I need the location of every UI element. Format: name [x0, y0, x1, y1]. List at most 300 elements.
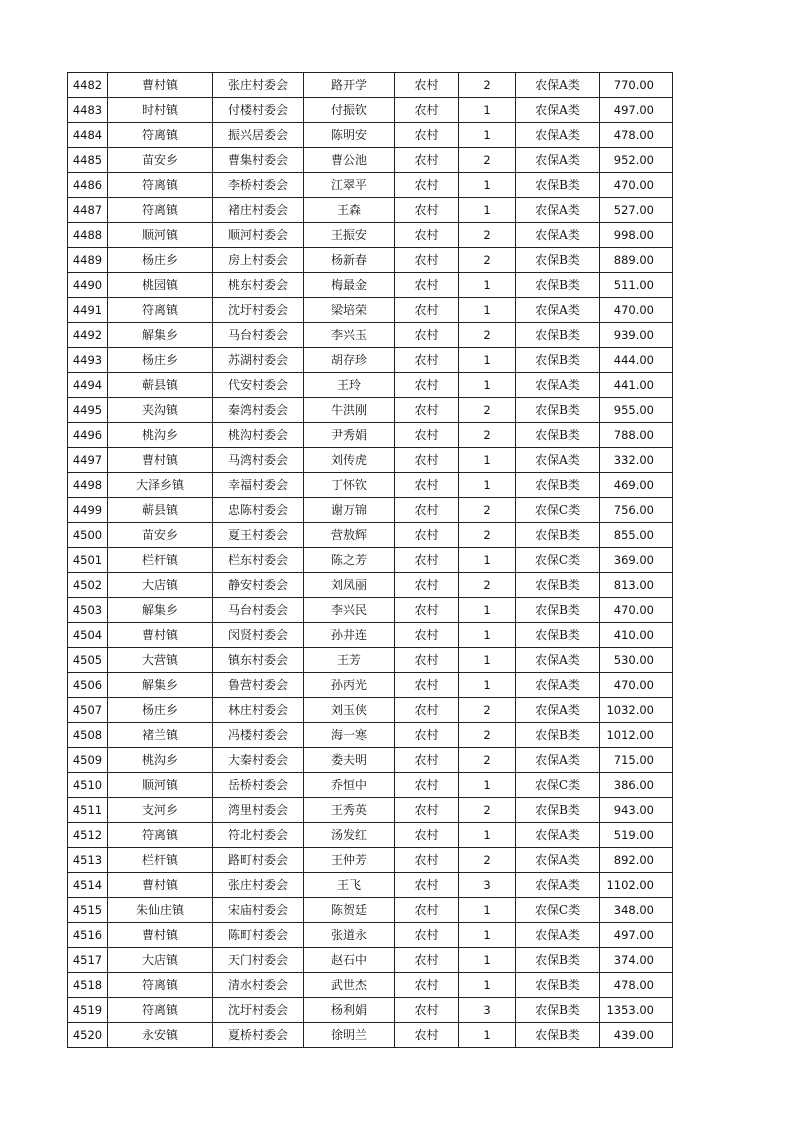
table-row [68, 398, 673, 423]
household-count-cell: 2 [459, 398, 516, 423]
table-row [68, 673, 673, 698]
town-cell: 蕲县镇 [108, 498, 213, 523]
household-count-cell: 1 [459, 823, 516, 848]
area-type-cell: 农村 [395, 273, 459, 298]
village-committee-cell: 秦湾村委会 [213, 398, 304, 423]
table-row [68, 773, 673, 798]
row-id-cell: 4500 [68, 523, 108, 548]
area-type-cell: 农村 [395, 823, 459, 848]
town-cell: 解集乡 [108, 323, 213, 348]
name-cell: 孙井连 [304, 623, 395, 648]
household-count-cell: 1 [459, 598, 516, 623]
household-count-cell: 2 [459, 323, 516, 348]
name-cell: 梅最金 [304, 273, 395, 298]
village-committee-cell: 李桥村委会 [213, 173, 304, 198]
town-cell: 桃园镇 [108, 273, 213, 298]
amount-cell: 470.00 [600, 173, 673, 198]
area-type-cell: 农村 [395, 598, 459, 623]
household-count-cell: 3 [459, 998, 516, 1023]
village-committee-cell: 冯楼村委会 [213, 723, 304, 748]
town-cell: 时村镇 [108, 98, 213, 123]
amount-cell: 952.00 [600, 148, 673, 173]
amount-cell: 386.00 [600, 773, 673, 798]
row-id-cell: 4489 [68, 248, 108, 273]
town-cell: 符离镇 [108, 198, 213, 223]
town-cell: 符离镇 [108, 973, 213, 998]
amount-cell: 855.00 [600, 523, 673, 548]
household-count-cell: 1 [459, 1023, 516, 1048]
name-cell: 汤发红 [304, 823, 395, 848]
amount-cell: 410.00 [600, 623, 673, 648]
row-id-cell: 4491 [68, 298, 108, 323]
village-committee-cell: 房上村委会 [213, 248, 304, 273]
village-committee-cell: 马台村委会 [213, 323, 304, 348]
row-id-cell: 4495 [68, 398, 108, 423]
household-count-cell: 1 [459, 773, 516, 798]
table-row [68, 898, 673, 923]
insurance-type-cell: 农保C类 [516, 548, 600, 573]
insurance-type-cell: 农保A类 [516, 148, 600, 173]
table-row [68, 323, 673, 348]
town-cell: 桃沟乡 [108, 748, 213, 773]
insurance-type-cell: 农保B类 [516, 273, 600, 298]
town-cell: 永安镇 [108, 1023, 213, 1048]
village-committee-cell: 符北村委会 [213, 823, 304, 848]
town-cell: 栏杆镇 [108, 548, 213, 573]
area-type-cell: 农村 [395, 223, 459, 248]
village-committee-cell: 沈圩村委会 [213, 998, 304, 1023]
row-id-cell: 4505 [68, 648, 108, 673]
area-type-cell: 农村 [395, 523, 459, 548]
village-committee-cell: 湾里村委会 [213, 798, 304, 823]
household-count-cell: 1 [459, 448, 516, 473]
household-count-cell: 1 [459, 473, 516, 498]
table-row [68, 498, 673, 523]
table-row [68, 248, 673, 273]
household-count-cell: 3 [459, 873, 516, 898]
town-cell: 曹村镇 [108, 873, 213, 898]
table-row [68, 348, 673, 373]
household-count-cell: 1 [459, 273, 516, 298]
table-row [68, 523, 673, 548]
table-row [68, 373, 673, 398]
table-row [68, 998, 673, 1023]
area-type-cell: 农村 [395, 848, 459, 873]
table-row [68, 473, 673, 498]
household-count-cell: 2 [459, 698, 516, 723]
name-cell: 娄夫明 [304, 748, 395, 773]
village-committee-cell: 栏东村委会 [213, 548, 304, 573]
area-type-cell: 农村 [395, 398, 459, 423]
village-committee-cell: 静安村委会 [213, 573, 304, 598]
area-type-cell: 农村 [395, 548, 459, 573]
insurance-type-cell: 农保A类 [516, 123, 600, 148]
table-row [68, 573, 673, 598]
table-row [68, 598, 673, 623]
insurance-type-cell: 农保A类 [516, 648, 600, 673]
amount-cell: 497.00 [600, 98, 673, 123]
insurance-type-cell: 农保B类 [516, 973, 600, 998]
insurance-type-cell: 农保B类 [516, 598, 600, 623]
household-count-cell: 2 [459, 723, 516, 748]
village-committee-cell: 代安村委会 [213, 373, 304, 398]
table-row [68, 73, 673, 98]
village-committee-cell: 林庄村委会 [213, 698, 304, 723]
insurance-type-cell: 农保B类 [516, 573, 600, 598]
table-row [68, 298, 673, 323]
table-row [68, 873, 673, 898]
village-committee-cell: 天门村委会 [213, 948, 304, 973]
household-count-cell: 1 [459, 673, 516, 698]
name-cell: 王飞 [304, 873, 395, 898]
table-row [68, 1023, 673, 1048]
name-cell: 李兴民 [304, 598, 395, 623]
row-id-cell: 4520 [68, 1023, 108, 1048]
household-count-cell: 2 [459, 148, 516, 173]
town-cell: 夹沟镇 [108, 398, 213, 423]
village-committee-cell: 顺河村委会 [213, 223, 304, 248]
table-row [68, 273, 673, 298]
row-id-cell: 4510 [68, 773, 108, 798]
name-cell: 杨利娟 [304, 998, 395, 1023]
row-id-cell: 4484 [68, 123, 108, 148]
village-committee-cell: 镇东村委会 [213, 648, 304, 673]
table-row [68, 948, 673, 973]
table-row [68, 123, 673, 148]
village-committee-cell: 褚庄村委会 [213, 198, 304, 223]
row-id-cell: 4496 [68, 423, 108, 448]
area-type-cell: 农村 [395, 998, 459, 1023]
insurance-type-cell: 农保A类 [516, 73, 600, 98]
area-type-cell: 农村 [395, 98, 459, 123]
insurance-type-cell: 农保C类 [516, 773, 600, 798]
amount-cell: 441.00 [600, 373, 673, 398]
table-row [68, 423, 673, 448]
amount-cell: 332.00 [600, 448, 673, 473]
insurance-type-cell: 农保B类 [516, 348, 600, 373]
row-id-cell: 4507 [68, 698, 108, 723]
village-committee-cell: 张庄村委会 [213, 73, 304, 98]
row-id-cell: 4487 [68, 198, 108, 223]
household-count-cell: 2 [459, 423, 516, 448]
insurance-type-cell: 农保A类 [516, 748, 600, 773]
row-id-cell: 4518 [68, 973, 108, 998]
table-row [68, 723, 673, 748]
town-cell: 大营镇 [108, 648, 213, 673]
table-row [68, 173, 673, 198]
household-count-cell: 1 [459, 923, 516, 948]
name-cell: 付振钦 [304, 98, 395, 123]
name-cell: 赵石中 [304, 948, 395, 973]
name-cell: 李兴玉 [304, 323, 395, 348]
insurance-type-cell: 农保A类 [516, 673, 600, 698]
town-cell: 顺河镇 [108, 773, 213, 798]
village-committee-cell: 大秦村委会 [213, 748, 304, 773]
amount-cell: 470.00 [600, 673, 673, 698]
name-cell: 乔恒中 [304, 773, 395, 798]
name-cell: 孙丙光 [304, 673, 395, 698]
insurance-type-cell: 农保B类 [516, 798, 600, 823]
name-cell: 杨新春 [304, 248, 395, 273]
household-count-cell: 2 [459, 223, 516, 248]
town-cell: 曹村镇 [108, 623, 213, 648]
town-cell: 曹村镇 [108, 448, 213, 473]
insurance-type-cell: 农保A类 [516, 298, 600, 323]
insurance-type-cell: 农保B类 [516, 1023, 600, 1048]
row-id-cell: 4494 [68, 373, 108, 398]
village-committee-cell: 闵贤村委会 [213, 623, 304, 648]
name-cell: 海一寒 [304, 723, 395, 748]
name-cell: 曹公池 [304, 148, 395, 173]
area-type-cell: 农村 [395, 198, 459, 223]
name-cell: 陈贺廷 [304, 898, 395, 923]
amount-cell: 527.00 [600, 198, 673, 223]
row-id-cell: 4483 [68, 98, 108, 123]
row-id-cell: 4486 [68, 173, 108, 198]
amount-cell: 1353.00 [600, 998, 673, 1023]
area-type-cell: 农村 [395, 723, 459, 748]
village-committee-cell: 张庄村委会 [213, 873, 304, 898]
town-cell: 符离镇 [108, 823, 213, 848]
village-committee-cell: 马台村委会 [213, 598, 304, 623]
name-cell: 刘凤丽 [304, 573, 395, 598]
row-id-cell: 4501 [68, 548, 108, 573]
household-count-cell: 2 [459, 498, 516, 523]
amount-cell: 955.00 [600, 398, 673, 423]
town-cell: 符离镇 [108, 998, 213, 1023]
insurance-type-cell: 农保A类 [516, 373, 600, 398]
household-count-cell: 1 [459, 973, 516, 998]
amount-cell: 369.00 [600, 548, 673, 573]
area-type-cell: 农村 [395, 498, 459, 523]
row-id-cell: 4497 [68, 448, 108, 473]
insurance-type-cell: 农保B类 [516, 623, 600, 648]
table-row [68, 223, 673, 248]
name-cell: 谢万锦 [304, 498, 395, 523]
table-row [68, 623, 673, 648]
amount-cell: 756.00 [600, 498, 673, 523]
town-cell: 曹村镇 [108, 73, 213, 98]
insurance-type-cell: 农保A类 [516, 873, 600, 898]
area-type-cell: 农村 [395, 298, 459, 323]
name-cell: 牛洪刚 [304, 398, 395, 423]
insurance-type-cell: 农保B类 [516, 948, 600, 973]
town-cell: 解集乡 [108, 673, 213, 698]
town-cell: 杨庄乡 [108, 698, 213, 723]
village-committee-cell: 振兴居委会 [213, 123, 304, 148]
town-cell: 大店镇 [108, 573, 213, 598]
area-type-cell: 农村 [395, 573, 459, 598]
town-cell: 苗安乡 [108, 148, 213, 173]
row-id-cell: 4493 [68, 348, 108, 373]
table-row [68, 798, 673, 823]
village-committee-cell: 沈圩村委会 [213, 298, 304, 323]
amount-cell: 892.00 [600, 848, 673, 873]
area-type-cell: 农村 [395, 898, 459, 923]
household-count-cell: 1 [459, 548, 516, 573]
household-count-cell: 2 [459, 798, 516, 823]
amount-cell: 519.00 [600, 823, 673, 848]
amount-cell: 943.00 [600, 798, 673, 823]
insurance-type-cell: 农保B类 [516, 173, 600, 198]
amount-cell: 470.00 [600, 298, 673, 323]
table-row [68, 148, 673, 173]
town-cell: 解集乡 [108, 598, 213, 623]
town-cell: 符离镇 [108, 123, 213, 148]
area-type-cell: 农村 [395, 623, 459, 648]
amount-cell: 469.00 [600, 473, 673, 498]
table-row [68, 98, 673, 123]
town-cell: 褚兰镇 [108, 723, 213, 748]
household-count-cell: 1 [459, 948, 516, 973]
insurance-type-cell: 农保B类 [516, 523, 600, 548]
household-count-cell: 1 [459, 898, 516, 923]
row-id-cell: 4502 [68, 573, 108, 598]
household-count-cell: 2 [459, 848, 516, 873]
area-type-cell: 农村 [395, 948, 459, 973]
town-cell: 大店镇 [108, 948, 213, 973]
village-committee-cell: 忠陈村委会 [213, 498, 304, 523]
area-type-cell: 农村 [395, 448, 459, 473]
row-id-cell: 4492 [68, 323, 108, 348]
row-id-cell: 4506 [68, 673, 108, 698]
name-cell: 刘传虎 [304, 448, 395, 473]
row-id-cell: 4514 [68, 873, 108, 898]
table-row [68, 973, 673, 998]
town-cell: 朱仙庄镇 [108, 898, 213, 923]
row-id-cell: 4515 [68, 898, 108, 923]
name-cell: 胡存珍 [304, 348, 395, 373]
village-committee-cell: 夏桥村委会 [213, 1023, 304, 1048]
village-committee-cell: 桃东村委会 [213, 273, 304, 298]
name-cell: 武世杰 [304, 973, 395, 998]
amount-cell: 1032.00 [600, 698, 673, 723]
insurance-type-cell: 农保C类 [516, 498, 600, 523]
insurance-type-cell: 农保B类 [516, 248, 600, 273]
amount-cell: 530.00 [600, 648, 673, 673]
row-id-cell: 4517 [68, 948, 108, 973]
row-id-cell: 4503 [68, 598, 108, 623]
town-cell: 蕲县镇 [108, 373, 213, 398]
area-type-cell: 农村 [395, 73, 459, 98]
insurance-type-cell: 农保A类 [516, 698, 600, 723]
household-count-cell: 1 [459, 623, 516, 648]
town-cell: 杨庄乡 [108, 248, 213, 273]
table-row [68, 823, 673, 848]
area-type-cell: 农村 [395, 373, 459, 398]
town-cell: 符离镇 [108, 173, 213, 198]
insurance-type-cell: 农保B类 [516, 998, 600, 1023]
row-id-cell: 4499 [68, 498, 108, 523]
table-row [68, 923, 673, 948]
row-id-cell: 4508 [68, 723, 108, 748]
name-cell: 路开学 [304, 73, 395, 98]
amount-cell: 497.00 [600, 923, 673, 948]
town-cell: 桃沟乡 [108, 423, 213, 448]
insurance-type-cell: 农保B类 [516, 323, 600, 348]
area-type-cell: 农村 [395, 248, 459, 273]
town-cell: 大泽乡镇 [108, 473, 213, 498]
name-cell: 王振安 [304, 223, 395, 248]
area-type-cell: 农村 [395, 1023, 459, 1048]
town-cell: 曹村镇 [108, 923, 213, 948]
household-count-cell: 1 [459, 123, 516, 148]
insurance-type-cell: 农保A类 [516, 448, 600, 473]
village-committee-cell: 幸福村委会 [213, 473, 304, 498]
name-cell: 尹秀娟 [304, 423, 395, 448]
area-type-cell: 农村 [395, 798, 459, 823]
name-cell: 刘玉侠 [304, 698, 395, 723]
area-type-cell: 农村 [395, 648, 459, 673]
table-row [68, 448, 673, 473]
village-committee-cell: 宋庙村委会 [213, 898, 304, 923]
household-count-cell: 2 [459, 248, 516, 273]
row-id-cell: 4498 [68, 473, 108, 498]
row-id-cell: 4516 [68, 923, 108, 948]
insurance-type-cell: 农保A类 [516, 223, 600, 248]
household-count-cell: 1 [459, 98, 516, 123]
insurance-type-cell: 农保C类 [516, 898, 600, 923]
table-row [68, 848, 673, 873]
name-cell: 陈明安 [304, 123, 395, 148]
village-committee-cell: 夏王村委会 [213, 523, 304, 548]
table-row [68, 698, 673, 723]
area-type-cell: 农村 [395, 323, 459, 348]
row-id-cell: 4485 [68, 148, 108, 173]
area-type-cell: 农村 [395, 173, 459, 198]
household-count-cell: 1 [459, 348, 516, 373]
name-cell: 王玲 [304, 373, 395, 398]
insurance-type-cell: 农保B类 [516, 398, 600, 423]
household-count-cell: 1 [459, 298, 516, 323]
insurance-type-cell: 农保B类 [516, 423, 600, 448]
area-type-cell: 农村 [395, 873, 459, 898]
area-type-cell: 农村 [395, 348, 459, 373]
row-id-cell: 4511 [68, 798, 108, 823]
insurance-type-cell: 农保A类 [516, 848, 600, 873]
amount-cell: 813.00 [600, 573, 673, 598]
row-id-cell: 4490 [68, 273, 108, 298]
insurance-type-cell: 农保A类 [516, 98, 600, 123]
household-count-cell: 1 [459, 198, 516, 223]
name-cell: 徐明兰 [304, 1023, 395, 1048]
insurance-type-cell: 农保A类 [516, 823, 600, 848]
amount-cell: 770.00 [600, 73, 673, 98]
area-type-cell: 农村 [395, 148, 459, 173]
household-count-cell: 2 [459, 73, 516, 98]
table-body [68, 73, 673, 1048]
amount-cell: 348.00 [600, 898, 673, 923]
area-type-cell: 农村 [395, 473, 459, 498]
village-committee-cell: 路町村委会 [213, 848, 304, 873]
row-id-cell: 4512 [68, 823, 108, 848]
amount-cell: 1102.00 [600, 873, 673, 898]
name-cell: 王森 [304, 198, 395, 223]
town-cell: 杨庄乡 [108, 348, 213, 373]
town-cell: 顺河镇 [108, 223, 213, 248]
town-cell: 苗安乡 [108, 523, 213, 548]
name-cell: 张道永 [304, 923, 395, 948]
amount-cell: 939.00 [600, 323, 673, 348]
household-count-cell: 1 [459, 648, 516, 673]
household-count-cell: 2 [459, 748, 516, 773]
data-table [67, 72, 673, 1048]
village-committee-cell: 马湾村委会 [213, 448, 304, 473]
name-cell: 陈之芳 [304, 548, 395, 573]
village-committee-cell: 苏湖村委会 [213, 348, 304, 373]
row-id-cell: 4509 [68, 748, 108, 773]
amount-cell: 889.00 [600, 248, 673, 273]
